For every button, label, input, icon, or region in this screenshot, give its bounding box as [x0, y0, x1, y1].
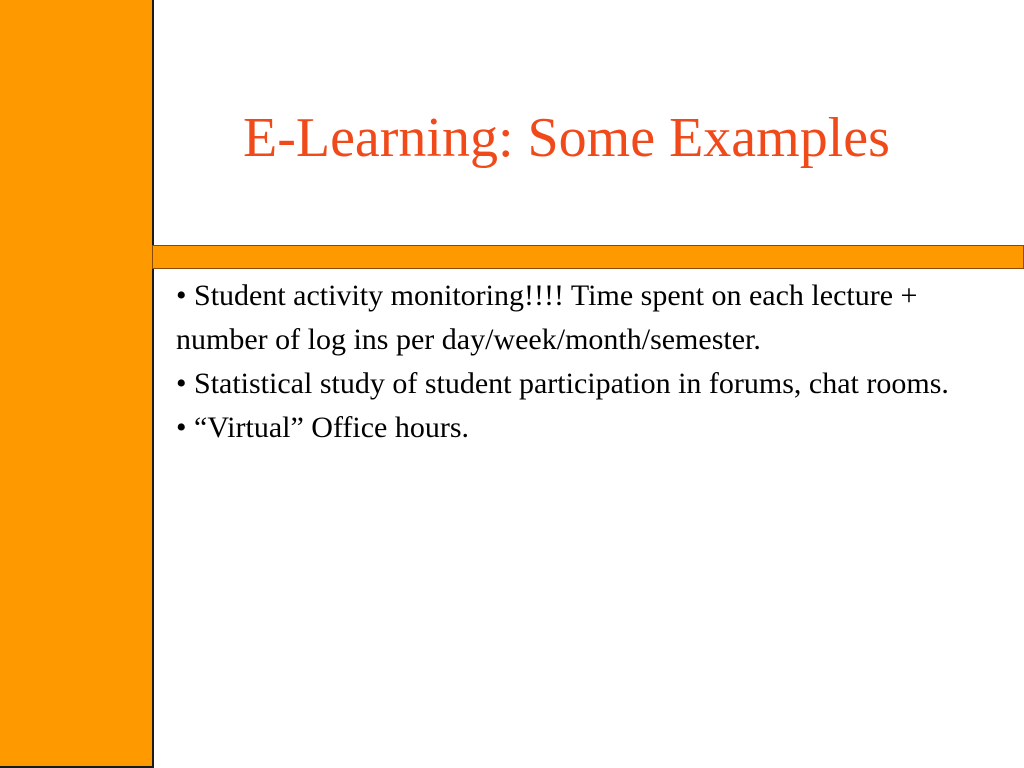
bullet-item: • Student activity monitoring!!!! Time spent on each lecture + number of log ins per day/week/month/semester.: [176, 279, 918, 356]
left-accent-band: [0, 0, 154, 768]
bullet-item: • “Virtual” Office hours.: [176, 411, 470, 444]
bullet-list: [176, 274, 986, 450]
bullet-item: • Statistical study of student participation in forums, chat rooms.: [176, 367, 949, 400]
slide-title: E-Learning: Some Examples: [243, 107, 890, 169]
title-divider-bar: [152, 245, 1024, 269]
